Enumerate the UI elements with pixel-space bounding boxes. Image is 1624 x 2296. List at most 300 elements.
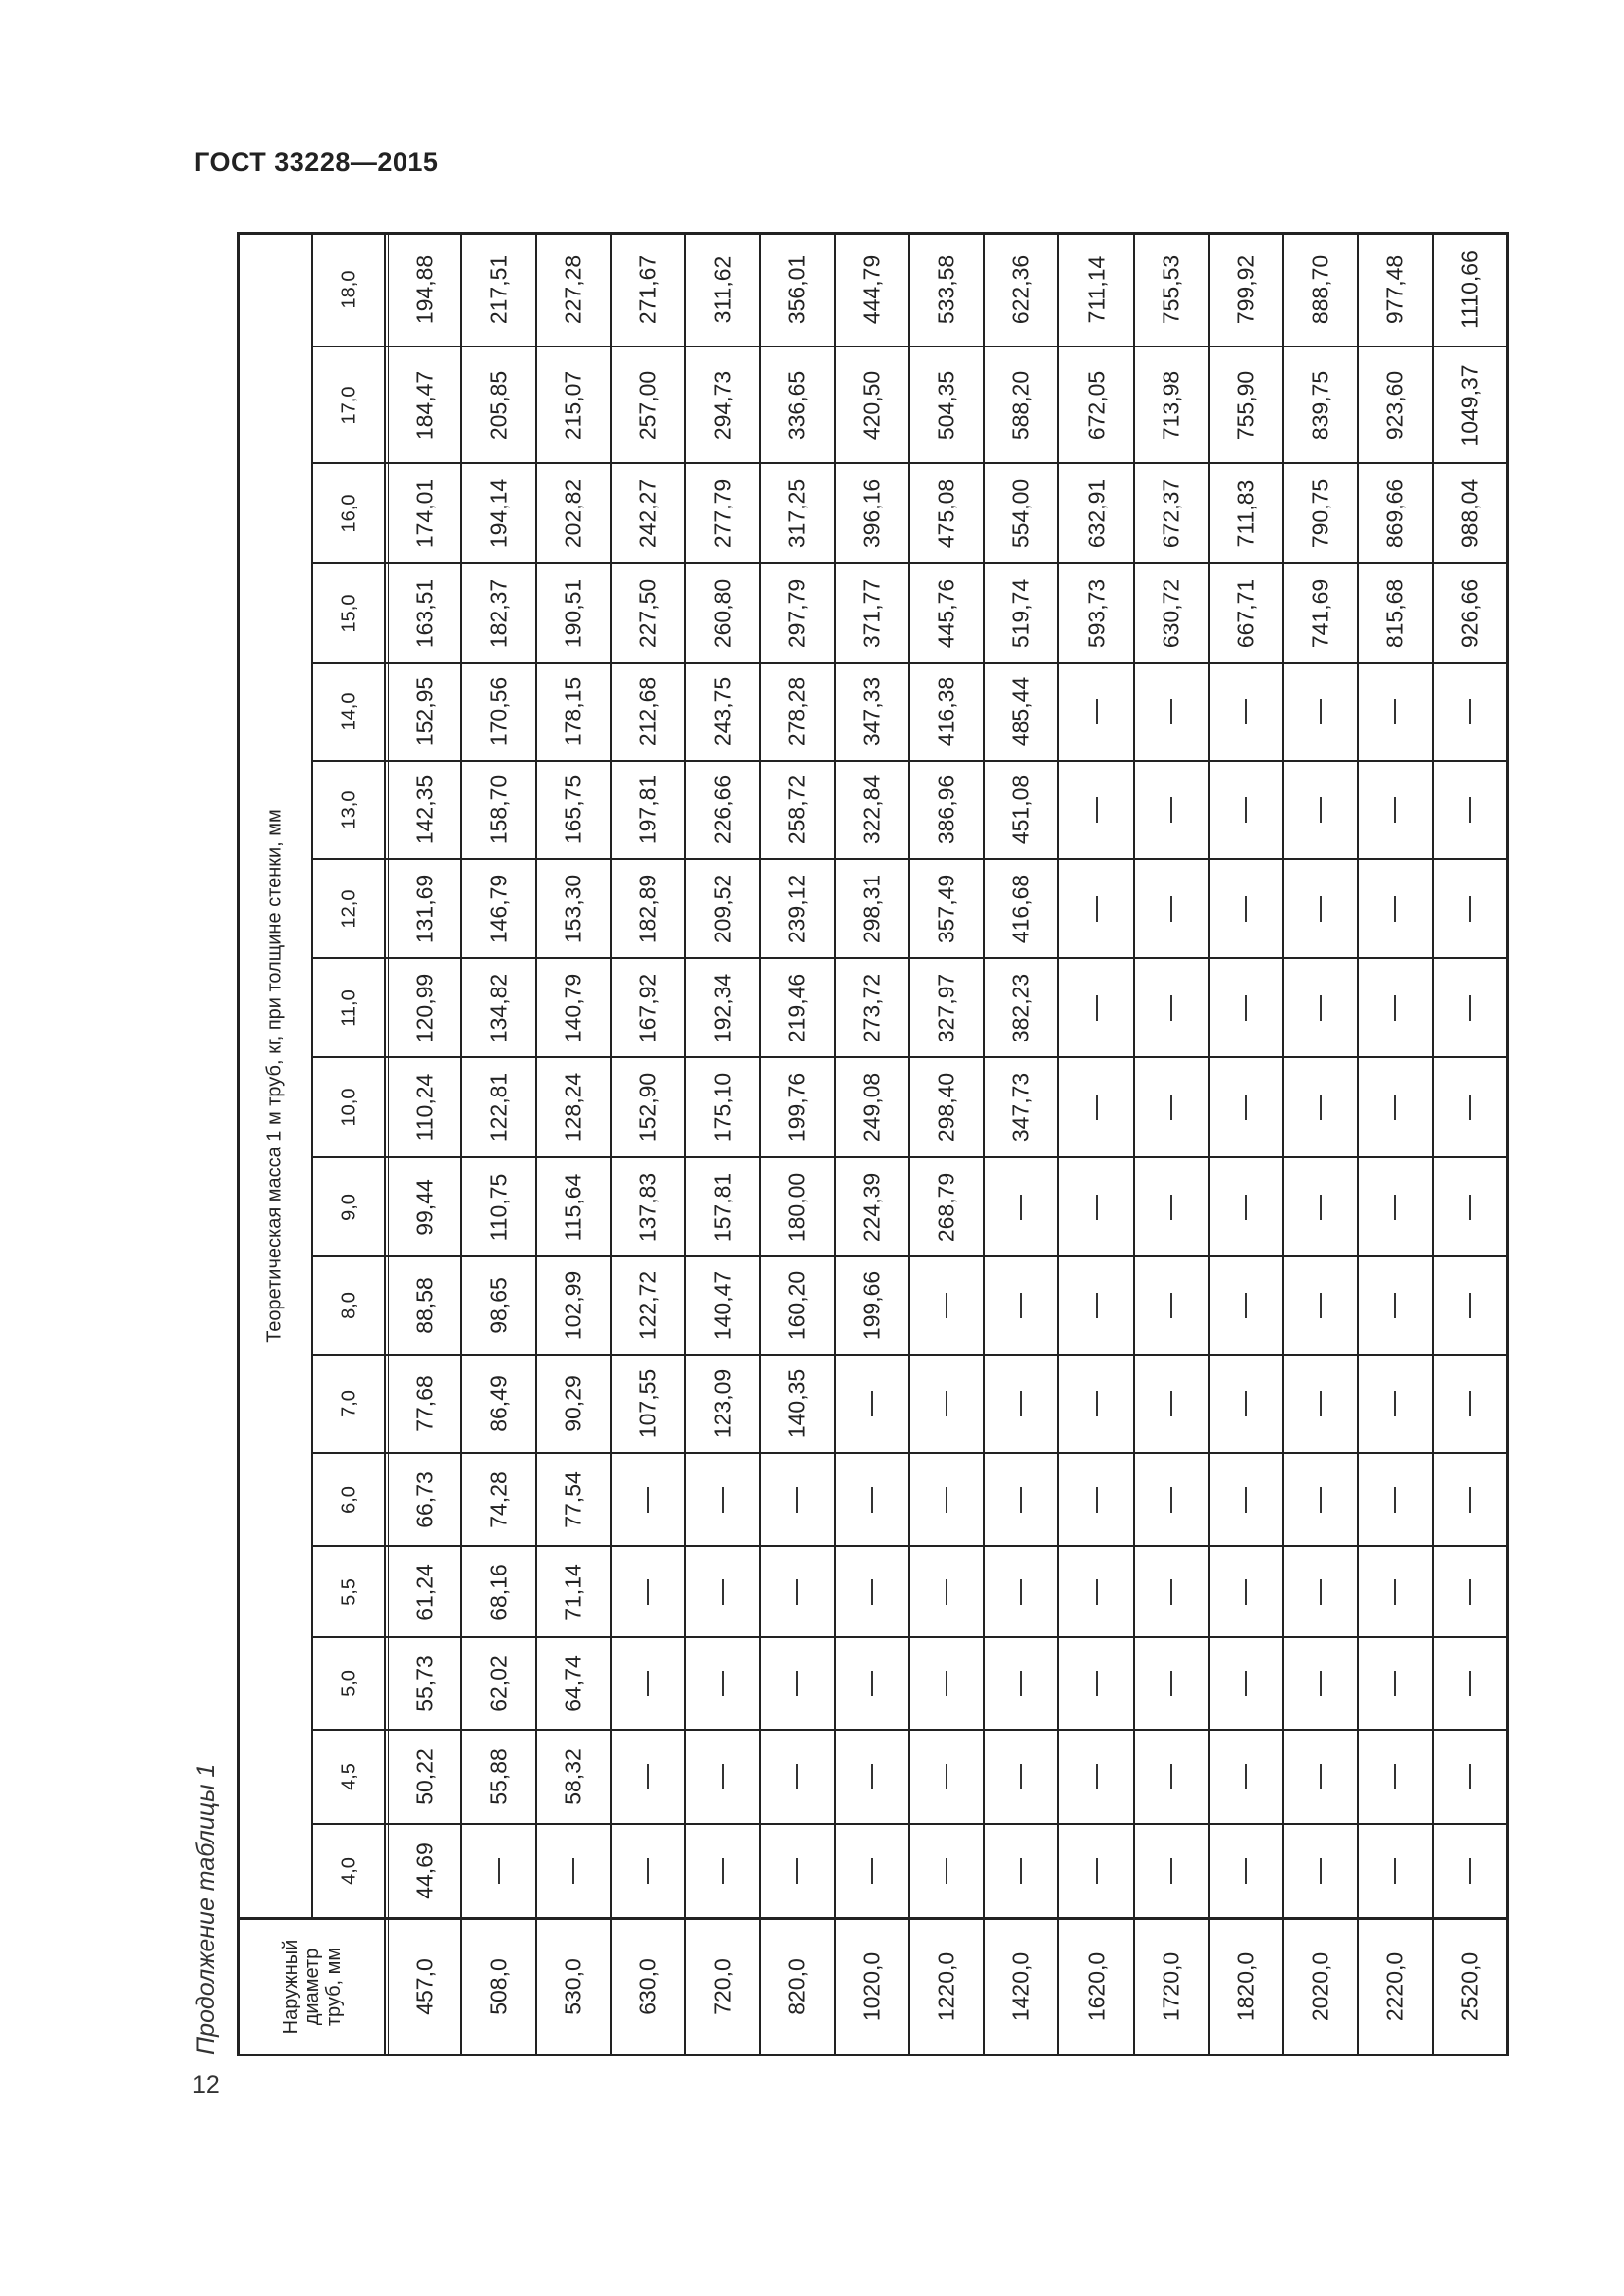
- empty-value-dash: [1320, 1764, 1322, 1789]
- mass-value: 142,35: [411, 774, 437, 845]
- empty-value-dash: [1394, 995, 1396, 1021]
- mass-value: 311,62: [709, 255, 735, 324]
- table-cell: [1134, 347, 1209, 463]
- table-cell: [1209, 1355, 1283, 1453]
- mass-value: 61,24: [411, 1563, 437, 1621]
- table-cell: [1058, 233, 1134, 347]
- thickness-header-cell: [312, 463, 386, 563]
- thickness-label: 16,0: [338, 494, 359, 533]
- empty-value-dash: [1394, 1487, 1396, 1513]
- grid-line: [311, 346, 1509, 347]
- table-cell: [909, 1730, 984, 1824]
- table-cell: [461, 1057, 536, 1157]
- table-cell: [461, 663, 536, 761]
- grid-line: [311, 1056, 1509, 1058]
- table-cell: [835, 463, 909, 563]
- mass-value: 77,54: [560, 1470, 586, 1528]
- thickness-header-cell: [312, 1546, 386, 1637]
- mass-value: 298,31: [858, 874, 885, 943]
- table-cell: [760, 1824, 835, 1918]
- table-cell: [1358, 958, 1433, 1057]
- table-cell: [909, 1256, 984, 1355]
- table-cell: [835, 1355, 909, 1453]
- table-cell: [835, 233, 909, 347]
- thickness-header-cell: [312, 233, 386, 347]
- thickness-header-cell: [312, 1453, 386, 1546]
- mass-value: 790,75: [1307, 478, 1333, 549]
- empty-value-dash: [1469, 1858, 1471, 1884]
- mass-value: 175,10: [709, 1072, 735, 1143]
- table-cell: [909, 1355, 984, 1453]
- diameter-cell: [1058, 1918, 1134, 2056]
- table-cell: [1058, 1355, 1134, 1453]
- mass-value: 923,60: [1381, 370, 1408, 440]
- table-cell: [611, 1824, 685, 1918]
- table-cell: [685, 1157, 760, 1256]
- diameter-header: [238, 1918, 386, 2056]
- empty-value-dash: [1245, 797, 1247, 823]
- empty-value-dash: [1469, 1579, 1471, 1605]
- mass-value: 593,73: [1083, 578, 1109, 648]
- grid-line: [311, 1452, 1509, 1454]
- table-caption: Продолжение таблицы 1: [192, 1763, 220, 2055]
- mass-value: 202,82: [560, 478, 586, 549]
- diameter-cell: [984, 1918, 1058, 2056]
- mass-value: 258,72: [784, 774, 810, 845]
- table-cell: [1433, 663, 1507, 761]
- mass-value: 192,34: [709, 973, 735, 1042]
- table-cell: [1209, 1730, 1283, 1824]
- mass-value: 110,75: [485, 1173, 512, 1241]
- empty-value-dash: [1170, 1195, 1172, 1220]
- empty-value-dash: [1170, 1487, 1172, 1513]
- mass-value: 128,24: [560, 1072, 586, 1143]
- table-cell: [1433, 1546, 1507, 1637]
- empty-value-dash: [871, 1764, 873, 1789]
- mass-value: 268,79: [933, 1172, 959, 1242]
- table-cell: [1134, 859, 1209, 958]
- table-cell: [909, 1057, 984, 1157]
- table-cell: [461, 958, 536, 1057]
- table-cell: [909, 761, 984, 859]
- diameter-value: 457,0: [411, 1958, 437, 2015]
- empty-value-dash: [1170, 1764, 1172, 1789]
- diameter-value: 2020,0: [1307, 1951, 1333, 2022]
- mass-value: 271,67: [634, 254, 661, 325]
- table-cell: [1209, 1637, 1283, 1730]
- mass-value: 199,66: [858, 1270, 885, 1341]
- table-cell: [388, 1824, 461, 1918]
- table-cell: [1358, 1157, 1433, 1256]
- thickness-header-cell: [312, 347, 386, 463]
- mass-value: 1110,66: [1456, 250, 1483, 329]
- grid-line: [311, 1636, 1509, 1638]
- table-cell: [611, 859, 685, 958]
- table-cell: [536, 761, 611, 859]
- mass-value: 815,68: [1381, 578, 1408, 648]
- table-cell: [1358, 563, 1433, 663]
- grid-line: [1432, 232, 1434, 2056]
- table-cell: [611, 347, 685, 463]
- thickness-header-cell: [312, 1256, 386, 1355]
- empty-value-dash: [1394, 1095, 1396, 1120]
- mass-value: 209,52: [709, 874, 735, 943]
- mass-value: 622,36: [1007, 254, 1034, 325]
- table-cell: [388, 761, 461, 859]
- table-cell: [1433, 233, 1507, 347]
- table-cell: [1134, 663, 1209, 761]
- empty-value-dash: [1394, 797, 1396, 823]
- mass-value: 180,00: [784, 1172, 810, 1242]
- table-cell: [1209, 859, 1283, 958]
- mass-value: 88,58: [411, 1277, 437, 1334]
- mass-value: 485,44: [1007, 676, 1034, 747]
- table-cell: [611, 1637, 685, 1730]
- thickness-header-cell: [312, 859, 386, 958]
- mass-value: 277,79: [709, 478, 735, 549]
- thickness-header-cell: [312, 1730, 386, 1824]
- grid-line: [311, 562, 1509, 564]
- mass-value: 672,37: [1158, 478, 1184, 549]
- table-cell: [1283, 1453, 1358, 1546]
- table-cell: [1209, 563, 1283, 663]
- table-cell: [685, 761, 760, 859]
- empty-value-dash: [1170, 699, 1172, 724]
- mass-value: 347,33: [858, 676, 885, 747]
- mass-value: 215,07: [560, 370, 586, 440]
- table-cell: [984, 859, 1058, 958]
- table-cell: [536, 1637, 611, 1730]
- diameter-cell: [909, 1918, 984, 2056]
- mass-value: 554,00: [1007, 478, 1034, 549]
- table-cell: [536, 1824, 611, 1918]
- mass-value: 77,68: [411, 1375, 437, 1432]
- empty-value-dash: [1245, 1391, 1247, 1416]
- table-cell: [1209, 958, 1283, 1057]
- table-cell: [1283, 859, 1358, 958]
- mass-value: 888,70: [1307, 254, 1333, 325]
- empty-value-dash: [1320, 1195, 1322, 1220]
- table-cell: [1134, 1355, 1209, 1453]
- table-cell: [760, 1453, 835, 1546]
- table-cell: [1358, 761, 1433, 859]
- empty-value-dash: [1320, 797, 1322, 823]
- mass-value: 68,16: [485, 1563, 512, 1621]
- mass-value: 977,48: [1381, 254, 1408, 325]
- table-cell: [611, 1157, 685, 1256]
- table-cell: [1134, 1730, 1209, 1824]
- table-cell: [1134, 761, 1209, 859]
- mass-value: 504,35: [933, 370, 959, 440]
- empty-value-dash: [1394, 1195, 1396, 1220]
- table-cell: [1358, 1824, 1433, 1918]
- mass-value: 182,89: [634, 874, 661, 943]
- grid-line: [460, 232, 462, 2056]
- thickness-header-cell: [312, 958, 386, 1057]
- grid-line: [311, 232, 313, 1919]
- mass-value: 226,66: [709, 774, 735, 845]
- table-cell: [461, 761, 536, 859]
- mass-value: 44,69: [411, 1842, 437, 1899]
- table-cell: [461, 1546, 536, 1637]
- diameter-value: 2520,0: [1456, 1951, 1483, 2022]
- empty-value-dash: [1245, 1195, 1247, 1220]
- diameter-cell: [1283, 1918, 1358, 2056]
- grid-line: [684, 232, 686, 2056]
- empty-value-dash: [1096, 1764, 1098, 1789]
- table-cell: [1134, 463, 1209, 563]
- diameter-value: 1720,0: [1158, 1951, 1184, 2022]
- empty-value-dash: [1320, 699, 1322, 724]
- table-cell: [1058, 463, 1134, 563]
- table-border: [237, 2054, 1509, 2056]
- mass-value: 160,20: [784, 1270, 810, 1341]
- table-cell: [835, 1824, 909, 1918]
- table-cell: [388, 1057, 461, 1157]
- empty-value-dash: [1394, 1579, 1396, 1605]
- table-cell: [685, 1546, 760, 1637]
- diameter-cell: [611, 1918, 685, 2056]
- mass-value: 158,70: [485, 774, 512, 845]
- diameter-value: 630,0: [634, 1958, 661, 2015]
- diameter-value: 2220,0: [1381, 1951, 1408, 2022]
- table-cell: [909, 347, 984, 463]
- mass-value: 58,32: [560, 1748, 586, 1805]
- table-cell: [685, 347, 760, 463]
- table-cell: [835, 958, 909, 1057]
- table-cell: [760, 1355, 835, 1453]
- thickness-header-cell: [312, 1355, 386, 1453]
- empty-value-dash: [1020, 1764, 1022, 1789]
- empty-value-dash: [1096, 1487, 1098, 1513]
- mass-value: 178,15: [560, 676, 586, 747]
- table-cell: [1058, 1157, 1134, 1256]
- table-cell: [1358, 347, 1433, 463]
- empty-value-dash: [1245, 896, 1247, 922]
- diameter-cell: [388, 1918, 461, 2056]
- empty-value-dash: [1245, 1764, 1247, 1789]
- table-cell: [536, 1453, 611, 1546]
- mass-value: 152,90: [634, 1072, 661, 1143]
- table-cell: [760, 463, 835, 563]
- empty-value-dash: [647, 1858, 649, 1884]
- table-cell: [760, 347, 835, 463]
- empty-value-dash: [1096, 1671, 1098, 1696]
- empty-value-dash: [796, 1487, 798, 1513]
- table-cell: [611, 958, 685, 1057]
- mass-value: 711,14: [1083, 255, 1109, 324]
- mass-value: 163,51: [411, 578, 437, 648]
- empty-value-dash: [722, 1764, 724, 1789]
- mass-value: 71,14: [560, 1563, 586, 1621]
- mass-value: 839,75: [1307, 370, 1333, 440]
- thickness-header-cell: [312, 761, 386, 859]
- table-cell: [536, 1355, 611, 1453]
- mass-value: 278,28: [784, 676, 810, 747]
- mass-value: 298,40: [933, 1072, 959, 1143]
- table-cell: [984, 1637, 1058, 1730]
- mass-value: 86,49: [485, 1375, 512, 1432]
- empty-value-dash: [946, 1487, 947, 1513]
- mass-value: 152,95: [411, 676, 437, 747]
- table-cell: [1058, 1453, 1134, 1546]
- table-cell: [1209, 1824, 1283, 1918]
- mass-value: 122,81: [485, 1072, 512, 1143]
- mass-value: 260,80: [709, 578, 735, 648]
- empty-value-dash: [1469, 896, 1471, 922]
- empty-value-dash: [1469, 699, 1471, 724]
- mass-value: 317,25: [784, 478, 810, 549]
- empty-value-dash: [946, 1858, 947, 1884]
- table-cell: [1209, 1256, 1283, 1355]
- grid-line: [311, 1156, 1509, 1158]
- table-border: [237, 232, 1509, 235]
- empty-value-dash: [1320, 1671, 1322, 1696]
- mass-value: 741,69: [1307, 578, 1333, 648]
- table-cell: [835, 1730, 909, 1824]
- grid-line: [311, 1729, 1509, 1731]
- thickness-label: 10,0: [338, 1088, 359, 1127]
- empty-value-dash: [1096, 1579, 1098, 1605]
- empty-value-dash: [1245, 1858, 1247, 1884]
- empty-value-dash: [1245, 1579, 1247, 1605]
- table-cell: [760, 1546, 835, 1637]
- thickness-header-cell: [312, 1824, 386, 1918]
- table-cell: [1358, 1637, 1433, 1730]
- empty-value-dash: [1320, 1487, 1322, 1513]
- empty-value-dash: [1096, 699, 1098, 724]
- mass-value: 336,65: [784, 370, 810, 440]
- mass-value: 110,24: [411, 1073, 437, 1142]
- thickness-label: 13,0: [338, 790, 359, 829]
- table-cell: [685, 1453, 760, 1546]
- table-cell: [536, 233, 611, 347]
- thickness-label: 11,0: [338, 988, 359, 1027]
- table-cell: [388, 958, 461, 1057]
- table-cell: [685, 958, 760, 1057]
- empty-value-dash: [1020, 1858, 1022, 1884]
- empty-value-dash: [796, 1671, 798, 1696]
- table-cell: [1134, 563, 1209, 663]
- table-cell: [461, 1637, 536, 1730]
- grid-line: [311, 662, 1509, 664]
- empty-value-dash: [647, 1671, 649, 1696]
- empty-value-dash: [1245, 1671, 1247, 1696]
- table-cell: [984, 463, 1058, 563]
- table-cell: [388, 463, 461, 563]
- empty-value-dash: [1245, 1487, 1247, 1513]
- mass-value: 386,96: [933, 774, 959, 845]
- table-cell: [909, 958, 984, 1057]
- table-cell: [388, 1157, 461, 1256]
- table-cell: [760, 1256, 835, 1355]
- mass-value: 174,01: [411, 478, 437, 549]
- table-cell: [1433, 563, 1507, 663]
- table-cell: [611, 1256, 685, 1355]
- table-cell: [388, 1546, 461, 1637]
- table-cell: [536, 347, 611, 463]
- empty-value-dash: [647, 1764, 649, 1789]
- table-cell: [461, 1355, 536, 1453]
- table-cell: [1358, 1057, 1433, 1157]
- empty-value-dash: [1469, 1671, 1471, 1696]
- mass-value: 62,02: [485, 1655, 512, 1712]
- empty-value-dash: [1170, 995, 1172, 1021]
- table-cell: [1358, 463, 1433, 563]
- table-cell: [685, 859, 760, 958]
- table-cell: [611, 563, 685, 663]
- table-cell: [1283, 1355, 1358, 1453]
- mass-value: 55,88: [485, 1748, 512, 1805]
- table-cell: [1433, 1355, 1507, 1453]
- mass-value: 140,35: [784, 1368, 810, 1439]
- table-cell: [536, 1057, 611, 1157]
- mass-value: 120,99: [411, 973, 437, 1042]
- mass-value: 99,44: [411, 1178, 437, 1236]
- empty-value-dash: [871, 1858, 873, 1884]
- table-cell: [1433, 958, 1507, 1057]
- mass-value: 131,69: [411, 874, 437, 943]
- empty-value-dash: [796, 1579, 798, 1605]
- table-cell: [1209, 663, 1283, 761]
- grid-line: [311, 858, 1509, 860]
- table-cell: [536, 958, 611, 1057]
- empty-value-dash: [1245, 699, 1247, 724]
- empty-value-dash: [1394, 1764, 1396, 1789]
- grid-line: [610, 232, 612, 2056]
- table-cell: [760, 1637, 835, 1730]
- table-cell: [760, 1157, 835, 1256]
- table-cell: [388, 347, 461, 463]
- table-cell: [1283, 1256, 1358, 1355]
- table-cell: [984, 1824, 1058, 1918]
- mass-value: 869,66: [1381, 478, 1408, 549]
- mass-value: 327,97: [933, 973, 959, 1042]
- empty-value-dash: [1394, 1858, 1396, 1884]
- table-cell: [1433, 463, 1507, 563]
- empty-value-dash: [946, 1391, 947, 1416]
- empty-value-dash: [1469, 1391, 1471, 1416]
- table-cell: [1058, 958, 1134, 1057]
- table-cell: [1134, 1453, 1209, 1546]
- diameter-value: 1220,0: [933, 1951, 959, 2022]
- grid-line: [908, 232, 910, 2056]
- empty-value-dash: [871, 1579, 873, 1605]
- empty-value-dash: [1096, 1391, 1098, 1416]
- table-cell: [760, 1730, 835, 1824]
- table-cell: [1134, 1546, 1209, 1637]
- table-cell: [1433, 1824, 1507, 1918]
- table-cell: [909, 1824, 984, 1918]
- table-cell: [835, 1256, 909, 1355]
- mass-value: 140,79: [560, 973, 586, 1042]
- table-cell: [1134, 1256, 1209, 1355]
- table-cell: [611, 1453, 685, 1546]
- empty-value-dash: [1020, 1195, 1022, 1220]
- table-cell: [1134, 1157, 1209, 1256]
- thickness-header-cell: [312, 563, 386, 663]
- page-number: 12: [192, 2071, 220, 2099]
- mass-value: 667,71: [1232, 578, 1259, 648]
- empty-value-dash: [1245, 1095, 1247, 1120]
- mass-value: 273,72: [858, 973, 885, 1042]
- mass-value: 194,14: [485, 478, 512, 549]
- thickness-header-cell: [312, 1637, 386, 1730]
- table-cell: [1058, 1730, 1134, 1824]
- empty-value-dash: [1096, 797, 1098, 823]
- grid-line: [759, 232, 761, 2056]
- table-cell: [388, 563, 461, 663]
